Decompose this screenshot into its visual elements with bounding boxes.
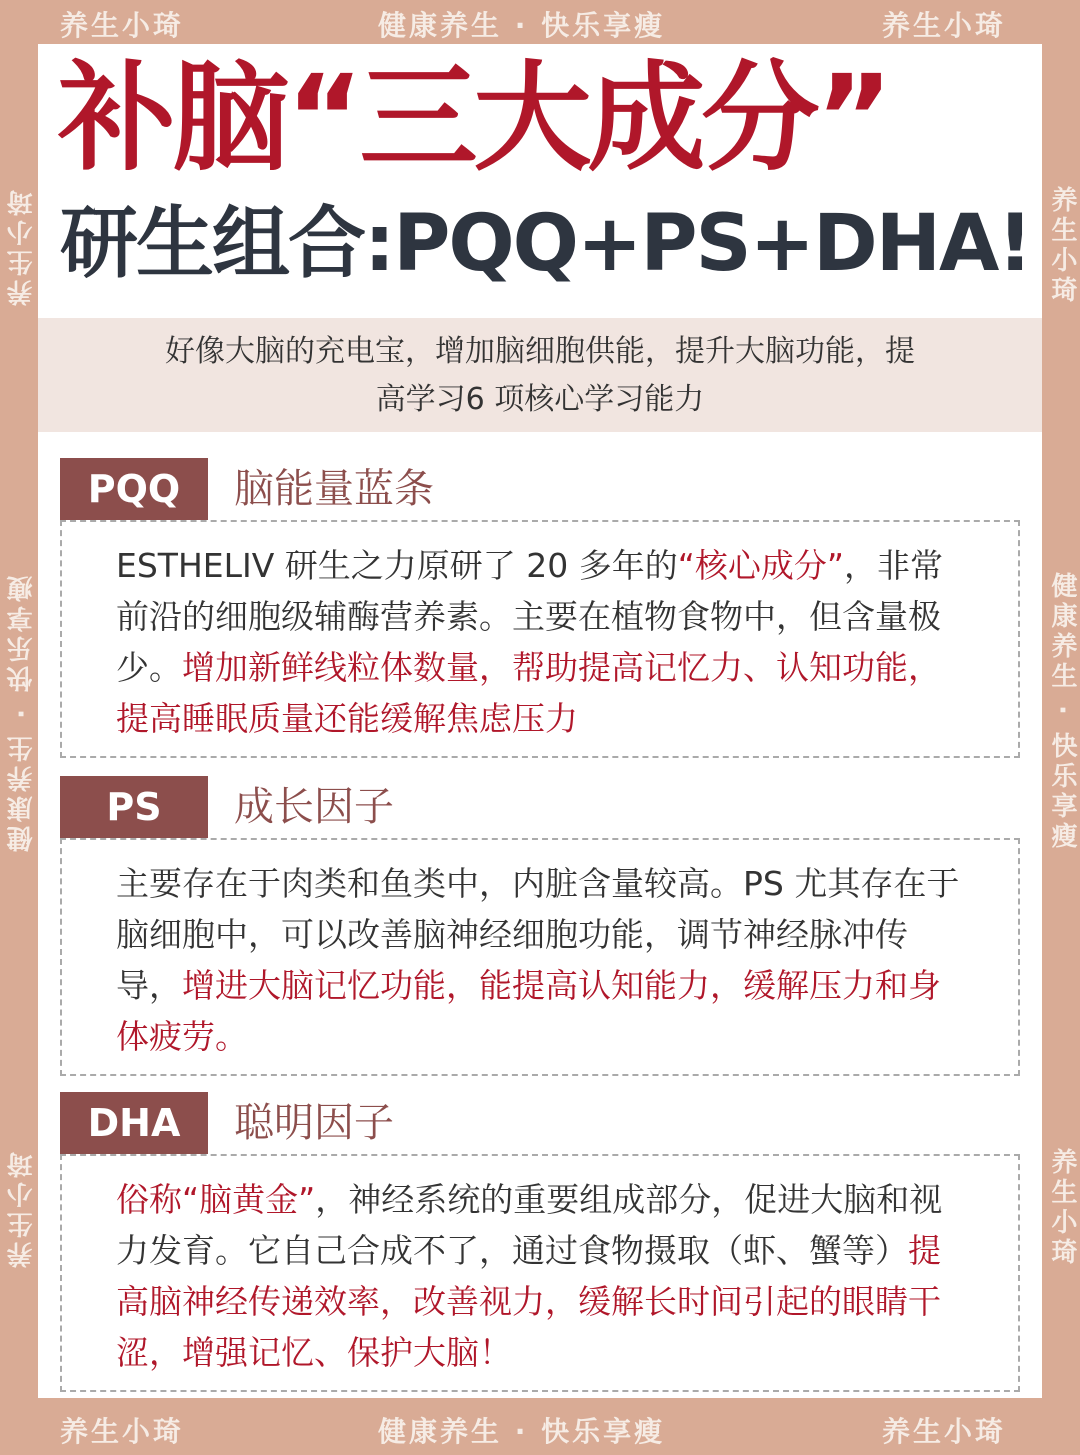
watermark-top-center: 健康养生 · 快乐享瘦: [378, 9, 666, 42]
watermark-top-left: 养生小琦: [60, 9, 185, 42]
section-subtitle-pqq: 脑能量蓝条: [234, 466, 434, 512]
section-subtitle-ps: 成长因子: [234, 784, 394, 830]
intro-banner: [38, 318, 1042, 432]
intro-line-2: 高学习6 项核心学习能力: [375, 382, 705, 417]
section-text: ，非常前沿的细胞级辅酶营养素。主要在植物食物中，但含量极少。: [116, 546, 943, 687]
section-text: ESTHELIV 研生之力原研了 20 多年的: [116, 546, 678, 585]
section-highlight: 提高脑神经传递效率，改善视力，缓解长时间引起的眼睛干涩，增强记忆、保护大脑！: [116, 1231, 941, 1372]
section-text: 主要存在于肉类和鱼类中，内脏含量较高。PS 尤其存在于脑细胞中，可以改善脑神经细胞功能，调节神经脉冲传导，: [116, 864, 960, 1005]
watermark-right-top: 养生小琦: [1047, 186, 1077, 306]
watermark-left-top: 养生小琦: [7, 186, 37, 306]
section-tag-pqq: PQQ: [60, 458, 208, 520]
page-subtitle: 研生组合:PQQ+PS+DHA!: [60, 199, 1031, 289]
watermark-bottom-left: 养生小琦: [60, 1415, 185, 1448]
watermark-bottom-right: 养生小琦: [882, 1415, 1007, 1448]
section-body-dha: [60, 1154, 1020, 1392]
section-subtitle-dha: 聪明因子: [234, 1100, 394, 1146]
watermark-left-middle: 健康养生 · 快乐享瘦: [7, 572, 37, 852]
watermark-top-right: 养生小琦: [882, 9, 1007, 42]
section-body-ps: [60, 838, 1020, 1076]
section-highlight: 俗称“脑黄金”: [116, 1180, 316, 1219]
page-title: 补脑“三大成分”: [58, 49, 890, 187]
watermark-bottom-center: 健康养生 · 快乐享瘦: [378, 1415, 666, 1448]
section-body-pqq: [60, 520, 1020, 758]
section-tag-dha: DHA: [60, 1092, 208, 1154]
content-card: [38, 44, 1042, 1398]
intro-line-1: 好像大脑的充电宝，增加脑细胞供能，提升大脑功能，提: [165, 334, 915, 369]
section-tag-ps: PS: [60, 776, 208, 838]
watermark-right-middle: 健康养生 · 快乐享瘦: [1047, 572, 1077, 852]
section-highlight: 增进大脑记忆功能，能提高认知能力，缓解压力和身体疲劳。: [116, 966, 941, 1056]
section-text: ，神经系统的重要组成部分，促进大脑和视力发育。它自己合成不了，通过食物摄取（虾、蟹等）: [116, 1180, 943, 1270]
section-highlight: “核心成分”: [677, 546, 844, 585]
section-highlight: 增加新鲜线粒体数量，帮助提高记忆力、认知功能，提高睡眠质量还能缓解焦虑压力: [116, 648, 941, 738]
watermark-right-bottom: 养生小琦: [1047, 1148, 1077, 1268]
watermark-left-bottom: 养生小琦: [7, 1148, 37, 1268]
